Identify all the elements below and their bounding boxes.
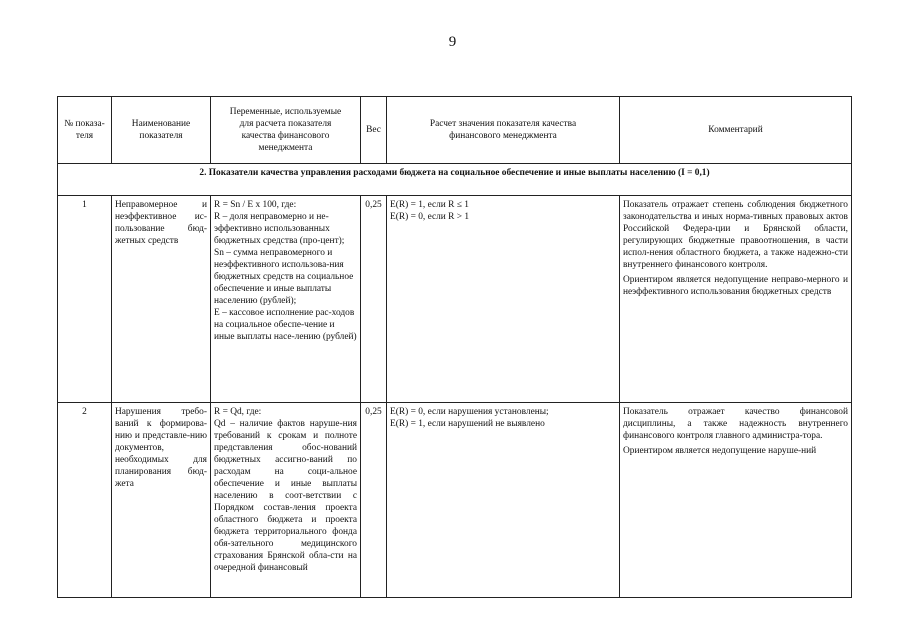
comment-cell xyxy=(620,403,852,598)
page-number: 9 xyxy=(448,34,457,50)
indicator-name: Нарушения требо-ваний к формирова-нию и представле-нию документов, необходимых для планирования бюд-жета xyxy=(112,403,211,598)
variables-line: Qd – наличие фактов наруше-ния требований к срокам и полноте представления обос-нований бюджетных ассигно-ваний по расходам на соци-альное обеспечение и иные выплаты населению в соот-ветствии с Порядком состав-ления проекта областного бюджета и проекта бюджета территориального фонда обя-зательного медицинского страхования Брянской обла-сти на очередной финансовый xyxy=(214,419,357,574)
calculation-line: E(R) = 0, если нарушения установлены; xyxy=(390,407,549,417)
variables-line: R = Sn / E x 100, где: xyxy=(214,200,297,210)
header-variables-text: Переменные, используемые для расчета показателя качества финансового менеджмента xyxy=(229,106,342,154)
variables-cell xyxy=(211,403,361,598)
comment-paragraph: Показатель отражает степень соблюдения бюджетного законодательства и иных норма-тивных правовых актов Российской Федера-ции и Брянской области, регулирующих бюджетные правоотношения, в части испол-нения областного бюджета, а также надежно-сти внутреннего финансового контроля. xyxy=(623,200,848,271)
variables-line: R = Qd, где: xyxy=(214,407,262,417)
calculation-cell xyxy=(387,196,620,403)
calculation-cell xyxy=(387,403,620,598)
header-weight-text: Вес xyxy=(366,124,381,135)
calculation-line: E(R) = 1, если R ≤ 1 xyxy=(390,200,469,210)
section-title: 2. Показатели качества управления расходами бюджета на социальное обеспечение и иные выплаты населению (I = 0,1) xyxy=(58,164,852,196)
header-number xyxy=(58,97,112,164)
comment-cell xyxy=(620,196,852,403)
header-number-text: № показа- теля xyxy=(64,118,105,141)
header-variables xyxy=(211,97,361,164)
row-number: 2 xyxy=(58,403,112,598)
header-name xyxy=(112,97,211,164)
variables-line: E – кассовое исполнение рас-ходов на социальное обеспе-чение и иные выплаты насе-лению (рублей) xyxy=(214,308,357,343)
indicators-table xyxy=(57,96,852,598)
header-comment xyxy=(620,97,852,164)
comment-paragraph: Ориентиром является недопущение неправо-мерного и неэффективного использования бюджетных средств xyxy=(623,275,848,298)
header-calculation xyxy=(387,97,620,164)
variables-line: R – доля неправомерно и не-эффективно использованных бюджетных средства (про-цент); xyxy=(214,212,345,247)
variables-cell xyxy=(211,196,361,403)
row-number: 1 xyxy=(58,196,112,403)
header-name-text: Наименование показателя xyxy=(131,118,191,141)
section-row xyxy=(58,164,852,196)
comment-paragraph: Показатель отражает качество финансовой дисциплины, а также надежность внутреннего финансового контроля главного администра-тора. xyxy=(623,407,848,442)
weight-value: 0,25 xyxy=(361,196,387,403)
weight-value: 0,25 xyxy=(361,403,387,598)
table-row xyxy=(58,196,852,403)
indicator-name: Неправомерное и неэффективное ис-пользование бюд-жетных средств xyxy=(112,196,211,403)
variables-line: Sn – сумма неправомерного и неэффективного использова-ния бюджетных средств на социальное обеспечение и иные выплаты населению (рублей); xyxy=(214,248,354,307)
calculation-line: E(R) = 1, если нарушений не выявлено xyxy=(390,419,545,430)
table-header-row xyxy=(58,97,852,164)
header-calculation-text: Расчет значения показателя качества финансового менеджмента xyxy=(429,118,577,141)
header-comment-text: Комментарий xyxy=(708,124,763,135)
calculation-line: E(R) = 0, если R > 1 xyxy=(390,212,470,223)
comment-paragraph: Ориентиром является недопущение наруше-ний xyxy=(623,446,817,457)
table-row xyxy=(58,403,852,598)
header-weight xyxy=(361,97,387,164)
